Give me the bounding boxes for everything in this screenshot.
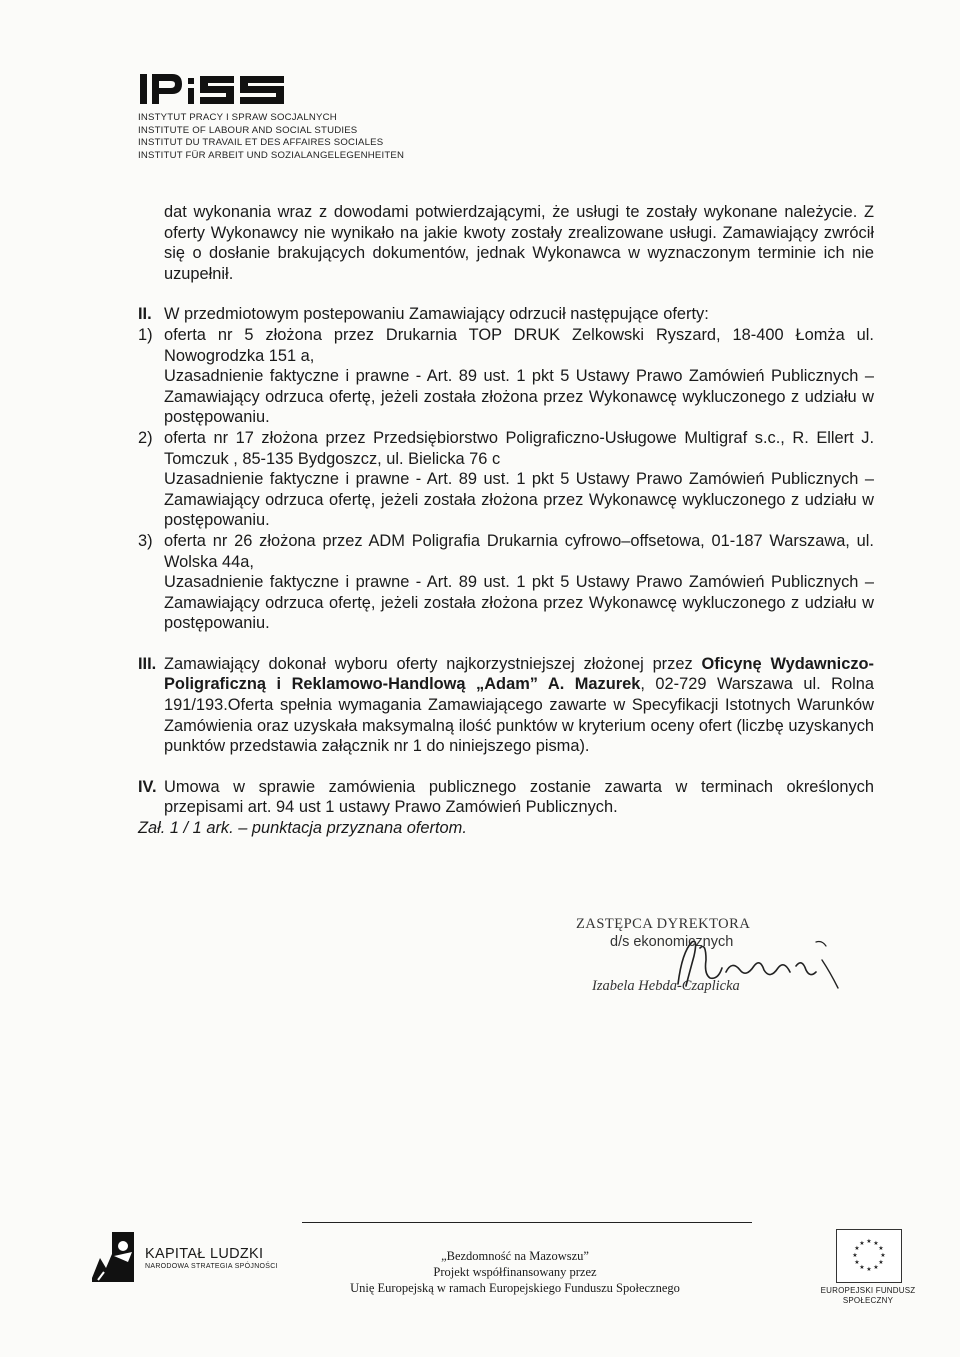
svg-text:★: ★ <box>859 1264 865 1271</box>
svg-text:★: ★ <box>873 1264 879 1271</box>
section-iv-number: IV. <box>138 777 157 796</box>
institute-name-de: INSTITUT FÜR ARBEIT UND SOZIALANGELEGENHEITEN <box>138 149 405 161</box>
svg-text:★: ★ <box>878 1259 884 1266</box>
eu-fund-label <box>812 1286 924 1306</box>
eu-fund-line-1: EUROPEJSKI FUNDUSZ <box>820 1286 916 1295</box>
signatory-name: Izabela Hebda-Czaplicka <box>592 978 740 994</box>
eu-stars-icon <box>837 1230 901 1282</box>
svg-text:★: ★ <box>854 1259 860 1266</box>
svg-text:★: ★ <box>852 1252 858 1259</box>
intro-paragraph: dat wykonania wraz z dowodami potwierdzającymi, że usługi te zostały wykonane należycie. Z oferty Wykonawcy nie wynikało na jakie kwoty zostały zrealizowane usługi. Zamawiający zwrócił się o dosłanie brakujących dokumentów, jednak Wykonawca w wyznaczonym terminie ich nie uzupełnił. <box>164 203 874 283</box>
offer-3-reason: Uzasadnienie faktyczne i prawne - Art. 89 ust. 1 pkt 5 Ustawy Prawo Zamówień Publicznych – Zamawiający odrzuca ofertę, jeżeli została złożona przez Wykonawcę wykluczonego z udziału w postępowaniu. <box>164 573 874 633</box>
offer-1-text: oferta nr 5 złożona przez Drukarnia TOP DRUK Zelkowski Ryszard, 18-400 Łomża ul. Nowogrodzka 151 a, <box>164 325 874 365</box>
svg-text:★: ★ <box>878 1245 884 1252</box>
kapital-ludzki-text <box>145 1246 278 1270</box>
section-iii-text-1: Zamawiający dokonał wyboru oferty najkorzystniejszej złożonej przez <box>164 654 702 673</box>
section-iv <box>138 777 874 818</box>
rejected-offer-2 <box>138 428 874 531</box>
svg-text:★: ★ <box>873 1240 879 1247</box>
offer-2-text: oferta nr 17 złożona przez Przedsiębiorstwo Poligraficzno-Usługowe Multigraf s.c., R. Ellert J. Tomczuk , 85-135 Bydgoszcz, ul. Bielicka 76 c <box>164 428 874 468</box>
section-iii-text-2: , 02-729 Warszawa ul. Rolna 191/193.Oferta spełnia wymagania Zamawiającego zawarte w Specyfikacji Istotnych Warunków Zamówienia oraz uzyskała maksymalną ilość punktów w kryterium oceny ofert (liczbę uzyskanych punktów przedstawia załącznik nr 1 do niniejszego pisma). <box>164 675 874 756</box>
selected-contractor: Oficynę Wydawniczo-Poligraficzną i Reklamowo-Handlową „Adam” A. Mazurek <box>164 654 874 694</box>
letter-body <box>138 202 874 839</box>
institute-name-en: INSTITUTE OF LABOUR AND SOCIAL STUDIES <box>138 124 358 136</box>
institute-name-pl: INSTYTUT PRACY I SPRAW SOCJALNYCH <box>138 112 337 123</box>
rejected-offer-3 <box>138 531 874 634</box>
project-title: „Bezdomność na Mazowszu” <box>441 1249 589 1263</box>
offer-2-reason: Uzasadnienie faktyczne i prawne - Art. 89 ust. 1 pkt 5 Ustawy Prawo Zamówień Publicznych – Zamawiający odrzuca ofertę, jeżeli została złożona przez Wykonawcę wykluczonego z udziału w postępowaniu. <box>164 470 874 530</box>
signature-stamp <box>560 912 860 1002</box>
footer-divider <box>302 1222 752 1223</box>
section-iii <box>138 654 874 757</box>
ipiss-logo <box>138 66 288 106</box>
signatory-department: d/s ekonomicznych <box>610 934 734 950</box>
institute-names <box>138 112 558 162</box>
rejected-offer-1 <box>138 325 874 428</box>
kapital-ludzki-logo <box>90 1228 138 1286</box>
kapital-ludzki-title: KAPITAŁ LUDZKI <box>145 1246 264 1262</box>
offer-2-number: 2) <box>138 428 153 447</box>
project-fund: Unię Europejską w ramach Europejskiego Funduszu Społecznego <box>350 1281 680 1295</box>
signatory-title: ZASTĘPCA DYREKTORA <box>576 916 751 932</box>
svg-text:★: ★ <box>854 1245 860 1252</box>
project-info <box>300 1248 730 1296</box>
section-iv-text: Umowa w sprawie zamówienia publicznego zostanie zawarta w terminach określonych przepisami art. 94 ust 1 ustawy Prawo Zamówień Publicznych. <box>164 777 874 817</box>
eu-fund-line-2: SPOŁECZNY <box>842 1296 894 1305</box>
section-ii-number: II. <box>138 305 152 324</box>
eu-flag <box>836 1229 902 1283</box>
handwritten-signature <box>560 912 860 1002</box>
section-ii-lead: W przedmiotowym postepowaniu Zamawiający odrzucił następujące oferty: <box>164 305 709 324</box>
offer-3-number: 3) <box>138 531 153 550</box>
project-cofinance: Projekt współfinansowany przez <box>433 1265 597 1279</box>
offer-3-text: oferta nr 26 złożona przez ADM Poligrafia Drukarnia cyfrowo–offsetowa, 01-187 Warszawa, ul. Wolska 44a, <box>164 531 874 571</box>
section-iii-number: III. <box>138 654 157 673</box>
svg-text:★: ★ <box>859 1240 865 1247</box>
svg-text:★: ★ <box>866 1266 872 1273</box>
section-ii <box>138 304 874 325</box>
offer-1-number: 1) <box>138 325 153 344</box>
svg-text:★: ★ <box>866 1238 872 1245</box>
institute-name-fr: INSTITUT DU TRAVAIL ET DES AFFAIRES SOCIALES <box>138 137 384 148</box>
letterhead <box>138 66 558 162</box>
offer-1-reason: Uzasadnienie faktyczne i prawne - Art. 89 ust. 1 pkt 5 Ustawy Prawo Zamówień Publicznych – Zamawiający odrzuca ofertę, jeżeli została złożona przez Wykonawcę wykluczonego z udziału w postępowaniu. <box>164 367 874 427</box>
attachment-note: Zał. 1 / 1 ark. – punktacja przyznana ofertom. <box>138 819 467 838</box>
kapital-ludzki-subtitle: NARODOWA STRATEGIA SPÓJNOŚCI <box>145 1263 278 1270</box>
svg-text:★: ★ <box>880 1252 886 1259</box>
